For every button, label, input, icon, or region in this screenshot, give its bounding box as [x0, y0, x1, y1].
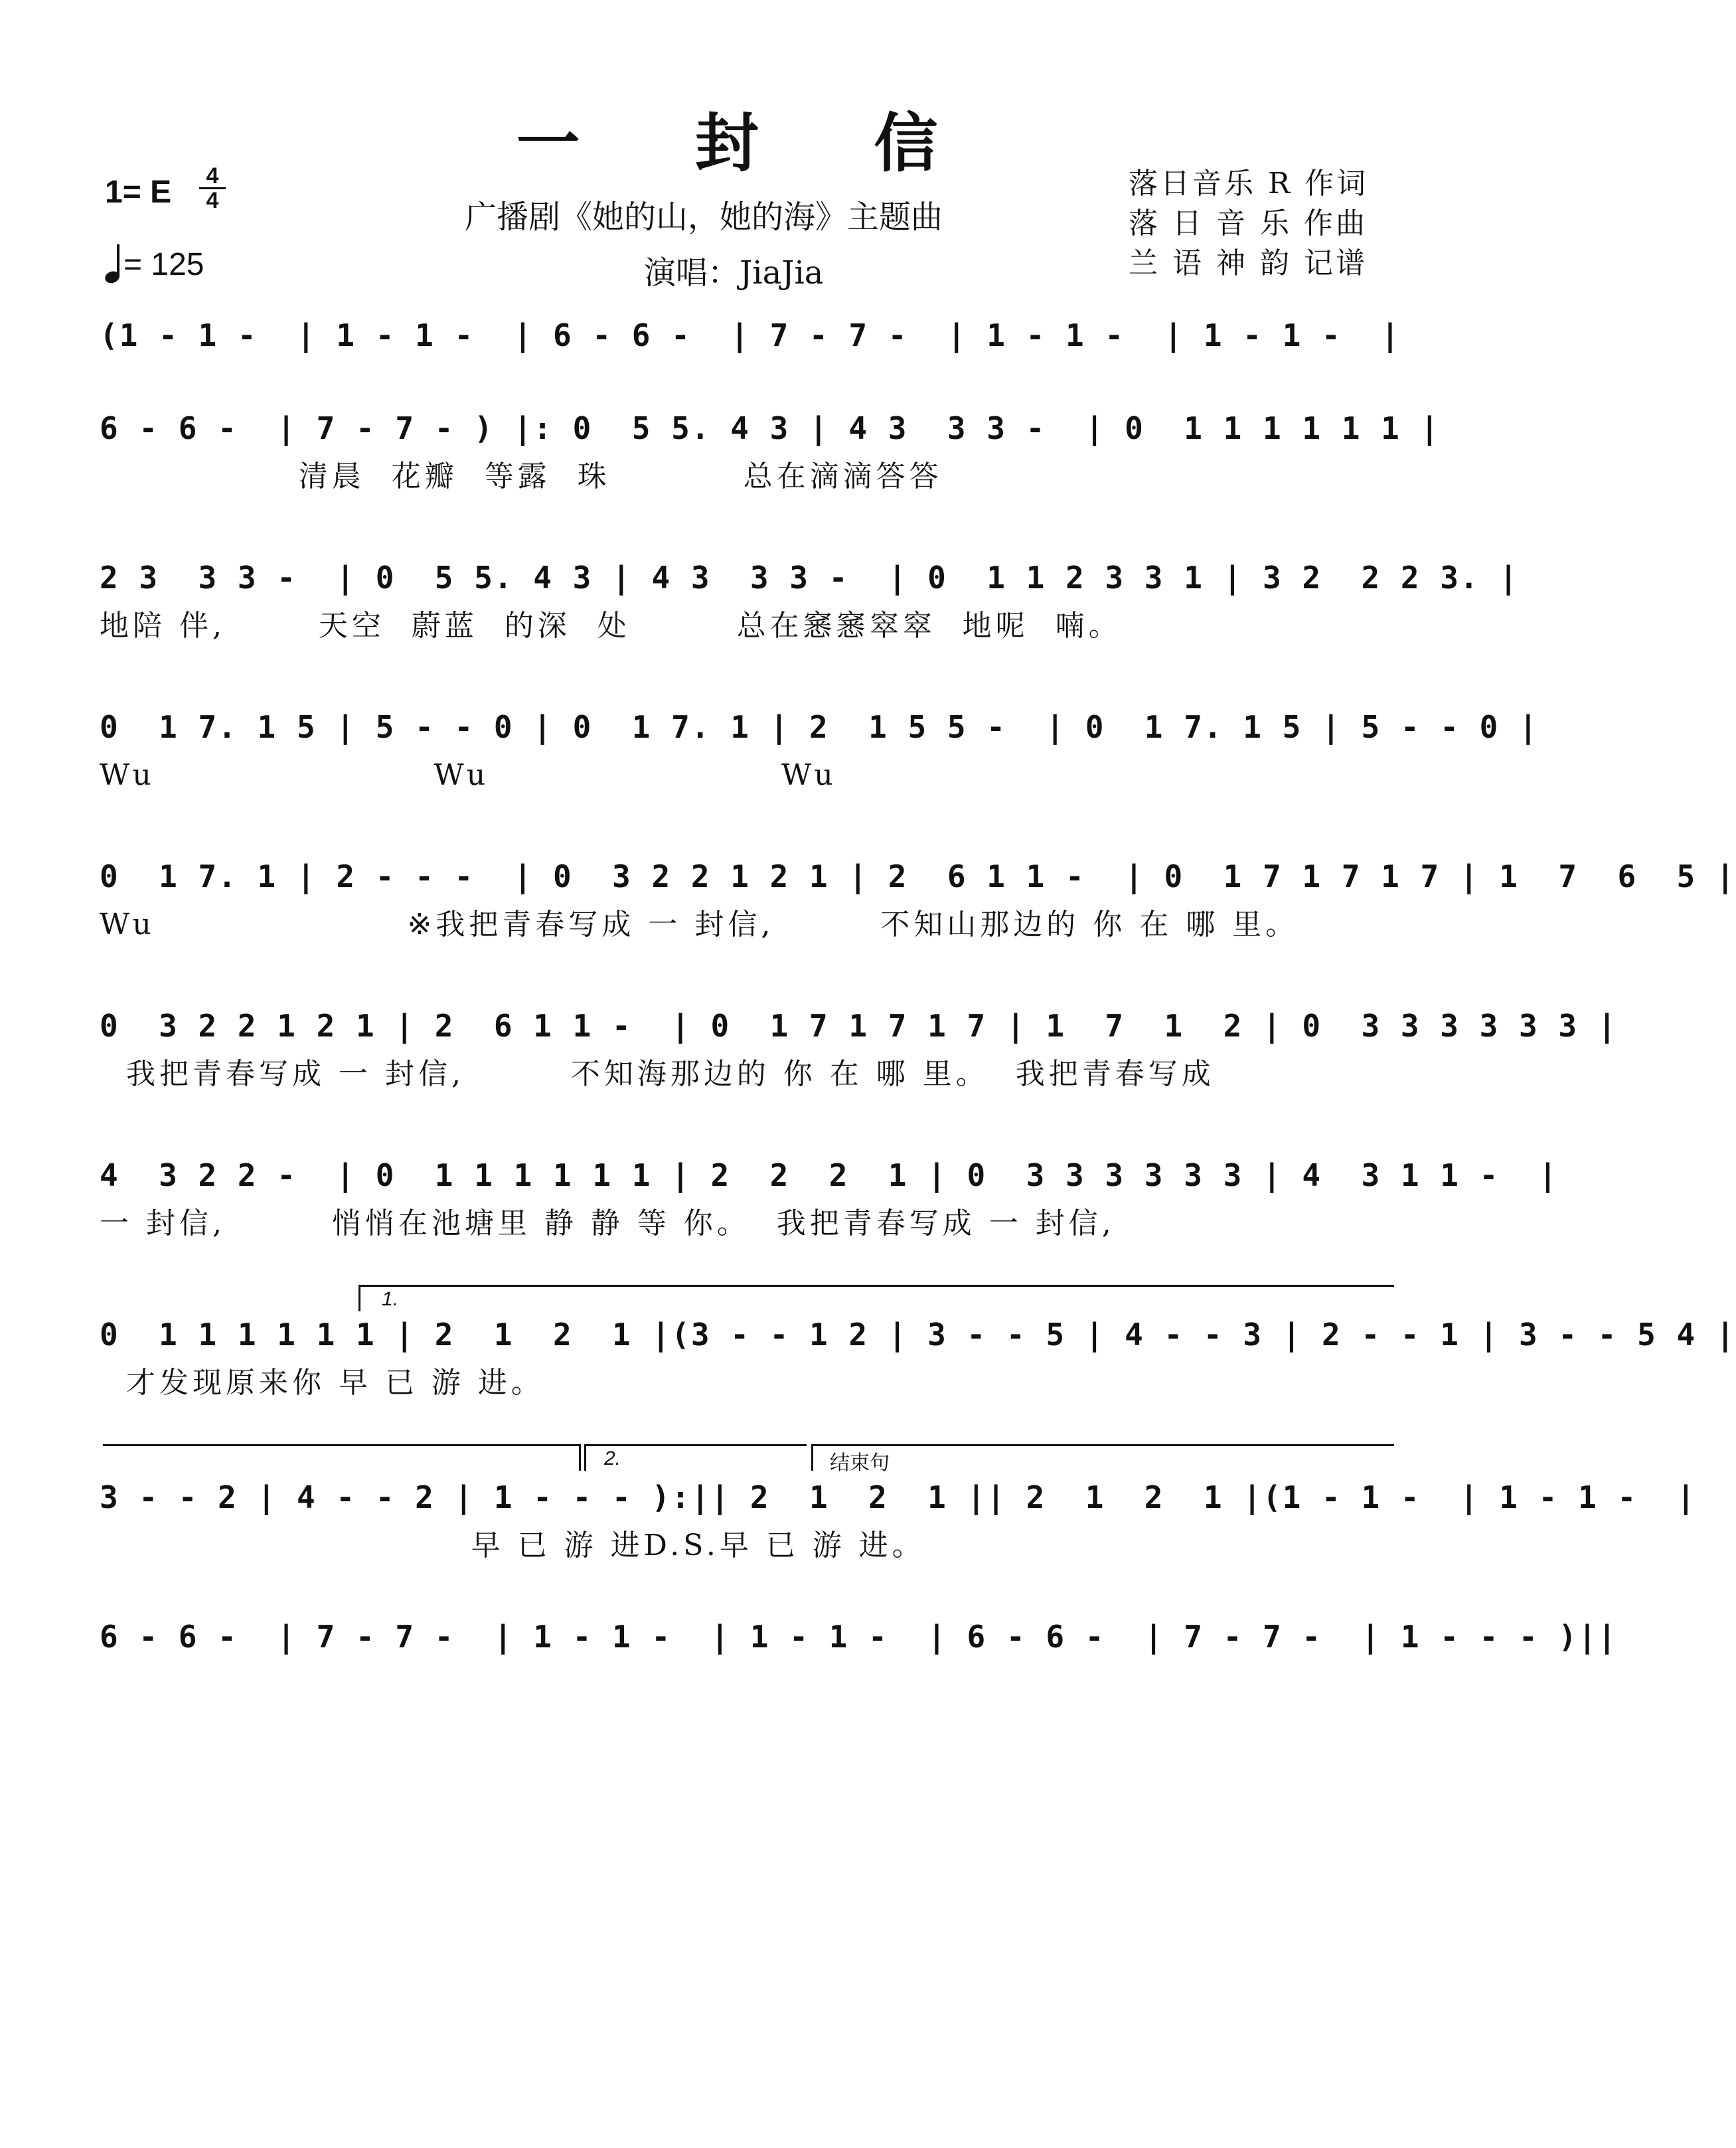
song-subtitle: 广播剧《她的山，她的海》主题曲 — [465, 199, 943, 236]
tempo-marking — [105, 243, 204, 283]
score-row-8-notes: 0 1 1 1 1 1 1 | 2 1 2 1 |(3 - - 1 2 | 3 - - 5 | 4 - - 3 | 2 - - 1 | 3 - - 5 4 | — [100, 1317, 1736, 1353]
second-ending-line — [584, 1444, 807, 1446]
first-ending-end-tick — [579, 1444, 581, 1471]
score-row-3-notes: 2 3 3 3 - | 0 5 5. 4 3 | 4 3 3 3 - | 0 1 1 2 3 3 1 | 3 2 2 2 3. | — [100, 560, 1519, 596]
score-row-5-notes: 0 1 7. 1 | 2 - - - | 0 3 2 2 1 2 1 | 2 6 1 1 - | 0 1 7 1 7 1 7 | 1 7 6 5 | — [100, 859, 1736, 894]
score-row-8-lyrics: 才发现原来你 早 已 游 进。 — [100, 1366, 544, 1400]
coda-label: 结束句 — [830, 1452, 890, 1474]
time-sig-numerator: 4 — [199, 165, 226, 189]
score-row-2-lyrics: 清晨 花瓣 等露 珠 总在滴滴答答 — [100, 459, 943, 493]
tempo-value: = 125 — [123, 247, 204, 282]
first-ending-continuation-line — [103, 1444, 581, 1446]
time-sig-denominator: 4 — [206, 188, 219, 213]
lyricist-credit: 落日音乐 R 作词 — [1129, 167, 1369, 201]
score-row-9-lyrics: 早 已 游 进D.S.早 已 游 进。 — [100, 1528, 925, 1562]
key-signature: 1= E — [105, 175, 172, 210]
score-row-3-lyrics: 地陪 伴, 天空 蔚蓝 的深 处 总在窸窸窣窣 地呢 喃。 — [100, 609, 1122, 643]
composer-credit: 落 日 音 乐 作曲 — [1129, 207, 1368, 240]
first-ending-tick — [358, 1285, 360, 1311]
score-row-7-notes: 4 3 2 2 - | 0 1 1 1 1 1 1 | 2 2 2 1 | 0 3 3 3 3 3 3 | 4 3 1 1 - | — [100, 1157, 1559, 1193]
score-row-6-lyrics: 我把青春写成 一 封信, 不知海那边的 你 在 哪 里。 我把青春写成 — [100, 1057, 1215, 1091]
score-row-1-notes: (1 - 1 - | 1 - 1 - | 6 - 6 - | 7 - 7 - | 1 - 1 - | 1 - 1 - | — [100, 317, 1401, 353]
score-row-6-notes: 0 3 2 2 1 2 1 | 2 6 1 1 - | 0 1 7 1 7 1 7 | 1 7 1 2 | 0 3 3 3 3 3 3 | — [100, 1008, 1618, 1044]
song-title: 一 封 信 — [516, 106, 985, 181]
second-ending-label: 2. — [604, 1447, 621, 1469]
score-row-4-lyrics: Wu Wu Wu — [100, 758, 837, 792]
first-ending-line — [358, 1285, 1394, 1287]
score-row-5-lyrics: Wu ※我把青春写成 一 封信, 不知山那边的 你 在 哪 里。 — [100, 908, 1299, 942]
singer-credit: 演唱：JiaJia — [644, 254, 824, 291]
score-row-4-notes: 0 1 7. 1 5 | 5 - - 0 | 0 1 7. 1 | 2 1 5 5 - | 0 1 7. 1 5 | 5 - - 0 | — [100, 709, 1539, 745]
score-row-10-notes: 6 - 6 - | 7 - 7 - | 1 - 1 - | 1 - 1 - | 6 - 6 - | 7 - 7 - | 1 - - - )|| — [100, 1619, 1618, 1655]
coda-line — [811, 1444, 1394, 1446]
score-row-2-notes: 6 - 6 - | 7 - 7 - ) |: 0 5 5. 4 3 | 4 3 3 3 - | 0 1 1 1 1 1 1 | — [100, 410, 1441, 446]
score-row-9-notes: 3 - - 2 | 4 - - 2 | 1 - - - ):|| 2 1 2 1 || 2 1 2 1 |(1 - 1 - | 1 - 1 - | — [100, 1479, 1697, 1515]
score-row-1-lyrics — [100, 362, 1394, 399]
quarter-note-icon — [105, 243, 123, 283]
second-ending-tick — [584, 1444, 586, 1471]
transcriber-credit: 兰 语 神 韵 记谱 — [1129, 246, 1368, 280]
score-row-7-lyrics: 一 封信, 悄悄在池塘里 静 静 等 你。 我把青春写成 一 封信, — [100, 1206, 1115, 1240]
time-signature — [199, 165, 226, 212]
coda-tick — [811, 1444, 813, 1471]
first-ending-label: 1. — [382, 1288, 399, 1310]
